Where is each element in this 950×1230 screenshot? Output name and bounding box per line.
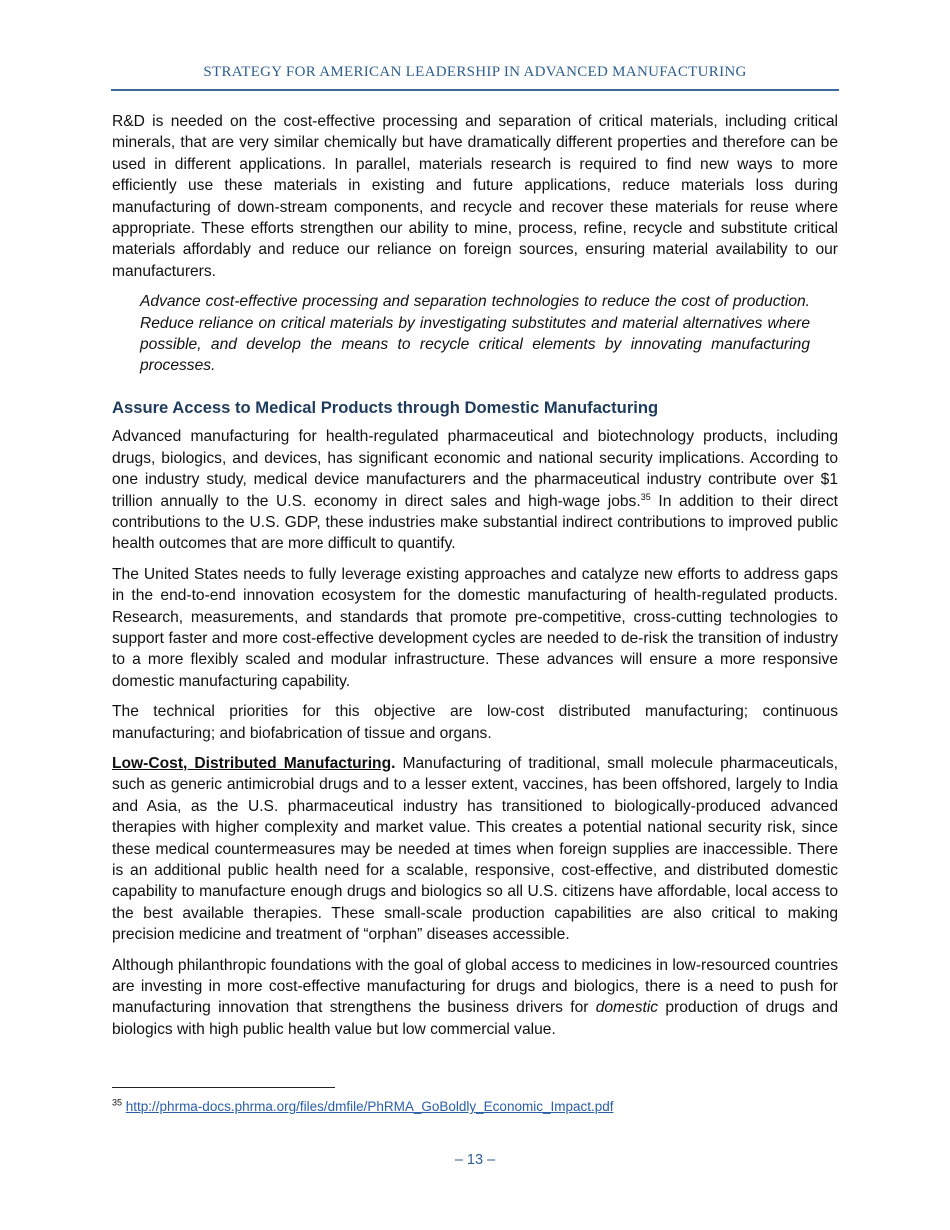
page-number: – 13 –: [454, 1152, 496, 1168]
paragraph-philanthropic-foundations: [112, 955, 838, 1041]
header-rule: [111, 89, 839, 91]
paragraph-lead-in: Low-Cost, Distributed Manufacturing: [112, 754, 392, 772]
paragraph-text: Although philanthropic foundations with the goal of global access to medicines in low-resourced countries are investing in more cost-effective manufacturing for drugs and biologics, there is a need to push for manufacturing innovation that strengthens the business drivers for: [112, 956, 838, 1017]
footnote: [112, 1098, 838, 1116]
footnote-reference[interactable]: 35: [640, 491, 651, 502]
paragraph-text: production of drugs and biologics with high public health value but low commercial value.: [112, 999, 838, 1038]
paragraph-innovation-ecosystem: The United States needs to fully leverage existing approaches and catalyze new efforts to address gaps in the end-to-end innovation ecosystem for the domestic manufacturing of health-regulated products. Research, measurements, and standards that promote pre-competitive, cross-cutting technologies to support faster and more cost-effective development cycles are needed to de-risk the transition of industry to a more flexibly scaled and modular infrastructure. These advances will ensure a more responsive domestic manufacturing capability.: [112, 565, 838, 690]
body-text: [112, 111, 838, 1049]
paragraph-medical-products: [112, 426, 838, 554]
paragraph-technical-priorities: The technical priorities for this objective are low-cost distributed manufacturing; continuous manufacturing; and biofabrication of tissue and organs.: [112, 703, 838, 742]
footnote-number: 35: [112, 1097, 123, 1108]
paragraph-text: Advanced manufacturing for health-regulated pharmaceutical and biotechnology products, including drugs, biologics, and devices, has significant economic and national security implications. According to one industry study, medical device manufacturers and the pharmaceutical industry contribute over $1 trillion annually to the U.S. economy in direct sales and high-wage jobs.: [112, 428, 838, 510]
paragraph-text: In addition to their direct contributions to the U.S. GDP, these industries make substantial indirect contributions to improved public health outcomes that are more difficult to quantify.: [112, 492, 839, 553]
running-header: STRATEGY FOR AMERICAN LEADERSHIP IN ADVANCED MANUFACTURING: [203, 64, 747, 80]
paragraph-distributed-manufacturing: [112, 753, 838, 946]
paragraph-critical-materials: R&D is needed on the cost-effective processing and separation of critical materials, including critical minerals, that are very similar chemically but have dramatically different properties and therefore can be used in different applications. In parallel, materials research is required to find new ways to more efficiently use these materials in existing and future applications, reduce materials loss during manufacturing of down-stream components, and recycle and recover these materials for reuse where appropriate. These efforts strengthen our ability to mine, process, refine, recycle and substitute critical materials affordably and reduce our reliance on foreign sources, ensuring material availability to our manufacturers.: [112, 113, 838, 280]
footnote-link[interactable]: http://phrma-docs.phrma.org/files/dmfile/PhRMA_GoBoldly_Economic_Impact.pdf: [125, 1099, 614, 1114]
lead-in-period: .: [391, 754, 396, 772]
emphasis-text: domestic: [595, 999, 659, 1017]
footnote-rule: [112, 1087, 335, 1088]
section-heading: Assure Access to Medical Products through Domestic Manufacturing: [112, 397, 659, 417]
objective-quote: Advance cost-effective processing and separation technologies to reduce the cost of production. Reduce reliance on critical materials by investigating substitutes and material alternatives where possible, and develop the means to recycle critical elements by innovating manufacturing processes.: [140, 293, 810, 375]
paragraph-text: Manufacturing of traditional, small molecule pharmaceuticals, such as generic antimicrobial drugs and to a lesser extent, vaccines, has been offshored, largely to India and Asia, as the U.S. pharmaceutical industry has transitioned to biologically-produced advanced therapies with higher complexity and market value. This creates a potential national security risk, since these medical countermeasures may be needed at times when foreign supplies are inaccessible. There is an additional public health need for a scalable, responsive, cost-effective, and distributed domestic capability to manufacture enough drugs and biologics so all U.S. citizens have affordable, local access to the best available therapies. These small-scale production capabilities are also critical to making precision medicine and treatment of “orphan” diseases accessible.: [112, 754, 838, 944]
